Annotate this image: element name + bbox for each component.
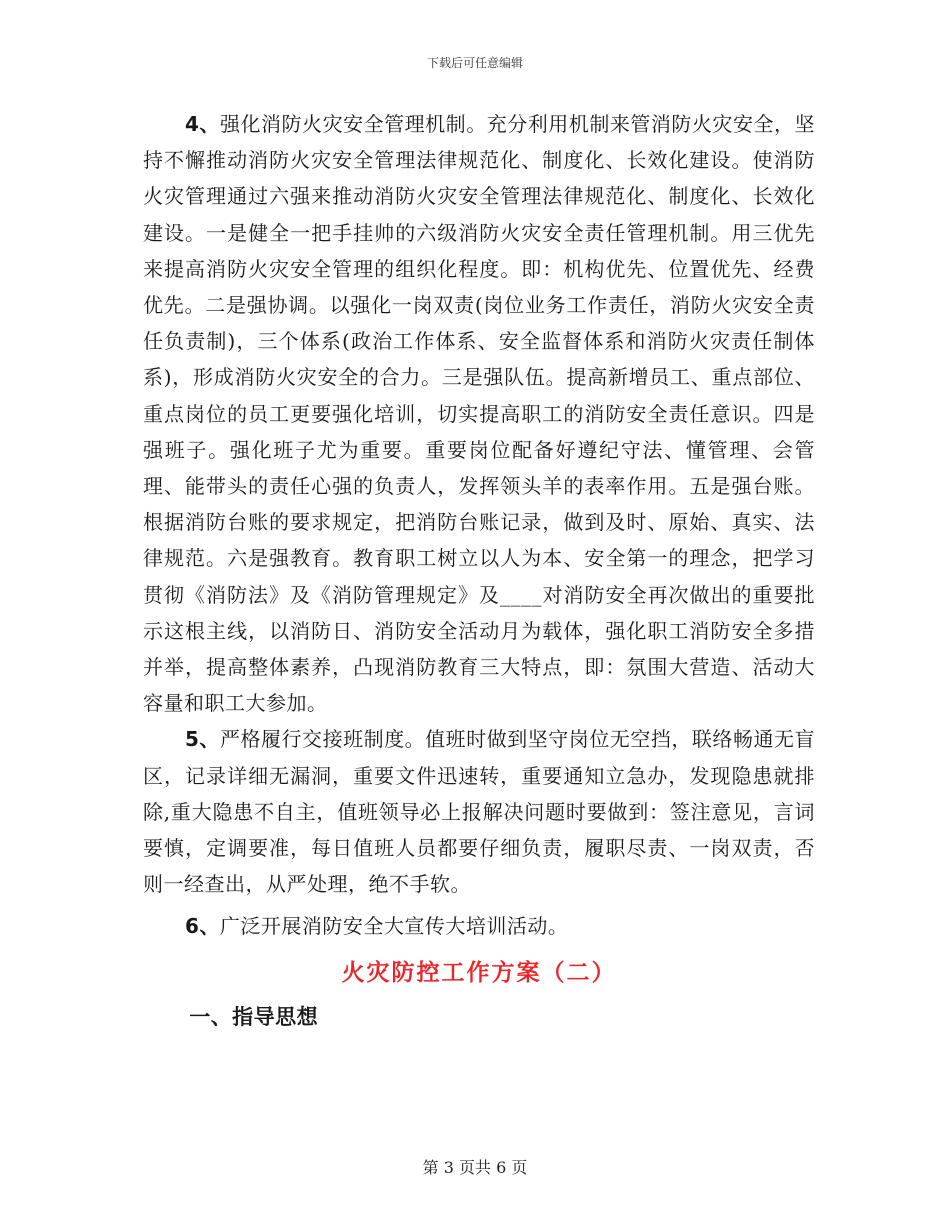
page-number: 第 3 页共 6 页 xyxy=(422,1158,528,1177)
document-body xyxy=(143,106,815,1035)
paragraph-6 xyxy=(143,908,815,944)
paragraph-5 xyxy=(143,721,815,902)
paragraph-number: 6、 xyxy=(185,914,220,939)
paragraph-text: 严格履行交接班制度。值班时做到坚守岗位无空挡，联络畅通无盲区，记录详细无漏洞，重要文件迅速转，重要通知立急办，发现隐患就排除,重大隐患不自主，值班领导必上报解决问题时要做到：签注意见，言词要慎，定调要准，每日值班人员都要仔细负责，履职尽责、一岗双责，否则一经查出，从严处理，绝不手软。 xyxy=(143,727,816,897)
paragraph-number: 5、 xyxy=(185,727,220,752)
paragraph-number: 4、 xyxy=(185,112,220,136)
paragraph-text: 强化消防火灾安全管理机制。充分利用机制来管消防火灾安全，坚持不懈推动消防火灾安全管理法律规范化、制度化、长效化建设。使消防火灾管理通过六强来推动消防火灾安全管理法律规范化、制度化、长效化建设。一是健全一把手挂帅的六级消防火灾安全责任管理机制。用三优先来提高消防火灾安全管理的组织化程度。即：机构优先、位置优先、经费优先。二是强协调。以强化一岗双责(岗位业务工作责任，消防火灾安全责任负责制)，三个体系(政治工作体系、安全监督体系和消防火灾责任制体系)，形成消防火灾安全的合力。三是强队伍。提高新增员工、重点部位、重点岗位的员工更要强化培训，切实提高职工的消防安全责任意识。四是强班子。强化班子尤为重要。重要岗位配备好遵纪守法、懂管理、会管理、能带头的责任心强的负责人，发挥领头羊的表率作用。五是强台账。根据消防台账的要求规定，把消防台账记录，做到及时、原始、真实、法律规范。六是强教育。教育职工树立以人为本、安全第一的理念，把学习贯彻《消防法》及《消防管理规定》及____对消防安全再次做出的重要批示这根主线，以消防日、消防安全活动月为载体，强化职工消防安全多措并举，提高整体素养，凸现消防教育三大特点，即：氛围大营造、活动大容量和职工大参加。 xyxy=(143,112,816,716)
page-header-note: 下载后可任意编辑 xyxy=(426,56,523,70)
section-title: 火灾防控工作方案（二） xyxy=(341,958,617,986)
sub-heading: 一、指导思想 xyxy=(189,1003,319,1029)
paragraph-4 xyxy=(143,106,815,721)
paragraph-text: 广泛开展消防安全大宣传大培训活动。 xyxy=(219,914,569,939)
